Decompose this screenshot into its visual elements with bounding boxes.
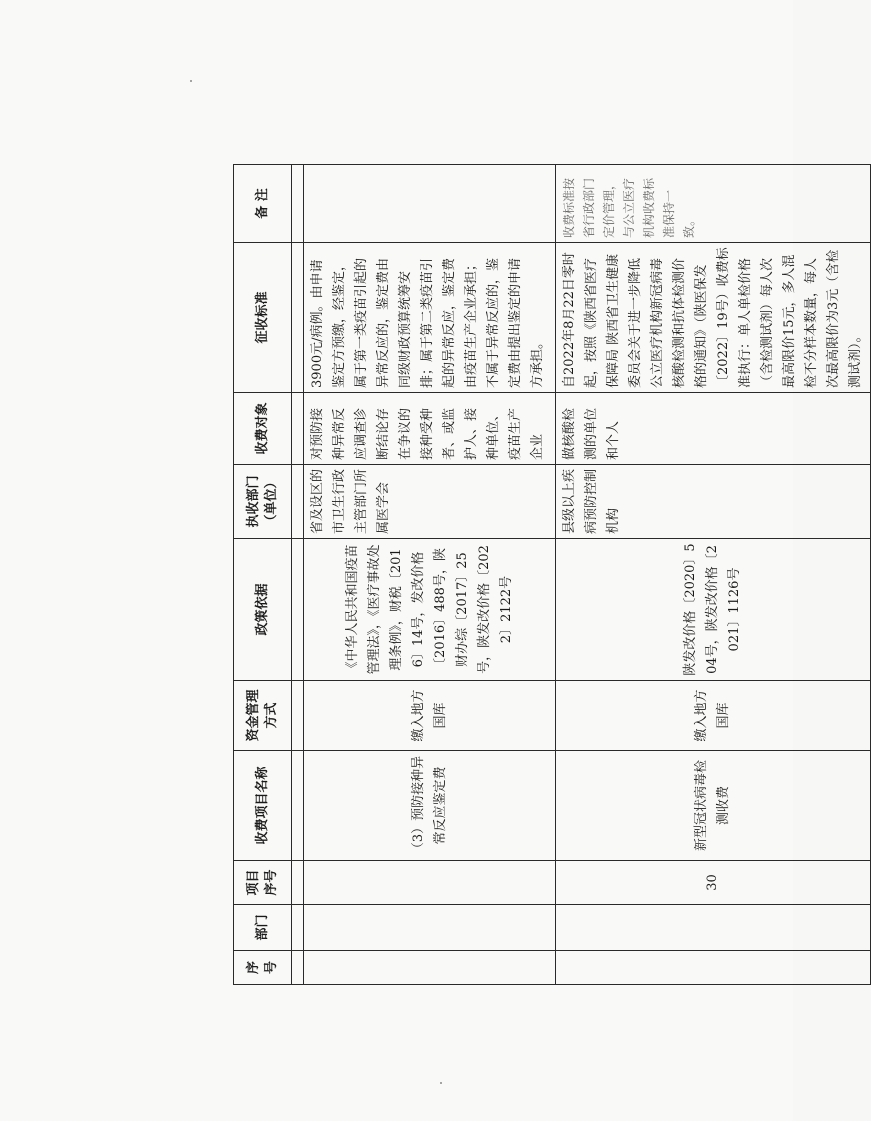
cell-remark xyxy=(303,164,555,242)
header-seq: 序号 xyxy=(233,950,291,984)
scan-speck xyxy=(190,80,192,82)
header-collector: 执收部门（单位） xyxy=(233,464,291,538)
table-row xyxy=(303,164,555,984)
cell-fund: 缴入地方国库 xyxy=(555,680,870,750)
table-row xyxy=(555,164,870,984)
header-standard: 征收标准 xyxy=(233,242,291,392)
cell-target: 对预防接种异常反应调查诊断结论存在争议的接种受种者、或监护人、接种单位、疫苗生产企业 xyxy=(303,392,555,464)
cell-basis: 陕发改价格〔2020〕504号，陕发改价格〔2021〕1126号 xyxy=(555,538,870,680)
cell-collector: 省及设区的市卫生行政主管部门所属医学会 xyxy=(303,464,555,538)
cell-dept xyxy=(555,904,870,950)
header-item-seq: 项目序号 xyxy=(233,860,291,904)
header-fund: 资金管理方式 xyxy=(233,680,291,750)
scan-speck xyxy=(440,1082,442,1084)
cell-standard: 自2022年8月22日零时起，按照《陕西省医疗保障局 陕西省卫生健康委员会关于进一步降低公立医疗机构新冠病毒核酸检测和抗体检测价格的通知》（陕医保发〔2022〕19号）收费标准执行：单人单检价格（含检测试剂）每人次最高限价15元，多人混检不分样本数量，每人次最高限价为3元（含检测试剂）。 xyxy=(555,242,870,392)
cell-remark: 收费标准按省行政部门定价管理，与公立医疗机构收费标准保持一致。 xyxy=(555,164,870,242)
cell-seq xyxy=(555,950,870,984)
cell-standard: 3900元/病例。由申请鉴定方预缴，经鉴定，属于第一类疫苗引起的异常反应的，鉴定费由同级财政预算统筹安排；属于第二类疫苗引起的异常反应，鉴定费由疫苗生产企业承担；不属于异常反应的，鉴定费由提出鉴定的申请方承担。 xyxy=(303,242,555,392)
header-basis: 政策依据 xyxy=(233,538,291,680)
header-item-name: 收费项目名称 xyxy=(233,750,291,860)
cell-dept xyxy=(303,904,555,950)
cell-seq xyxy=(303,950,555,984)
header-remark: 备 注 xyxy=(233,164,291,242)
cell-fund: 缴入地方国库 xyxy=(303,680,555,750)
cell-item-name: 新型冠状病毒检测收费 xyxy=(555,750,870,860)
cell-basis: 《中华人民共和国疫苗管理法》，《医疗事故处理条例》，财税〔2016〕14号，发改价格〔2016〕488号，陕财办综〔2017〕25号，陕发改价格〔2022〕2122号 xyxy=(303,538,555,680)
cell-collector: 县级以上疾病预防控制机构 xyxy=(555,464,870,538)
header-target: 收费对象 xyxy=(233,392,291,464)
cell-item-seq: 30 xyxy=(555,860,870,904)
table-header-row xyxy=(233,164,291,984)
cell-item-name: （3）预防接种异常反应鉴定费 xyxy=(303,750,555,860)
header-dept: 部门 xyxy=(233,904,291,950)
cell-target: 做核酸检测的单位和个人 xyxy=(555,392,870,464)
fee-table xyxy=(233,164,871,985)
cell-item-seq xyxy=(303,860,555,904)
table-spacer-row xyxy=(291,164,303,984)
rotated-table-wrapper xyxy=(233,165,863,985)
